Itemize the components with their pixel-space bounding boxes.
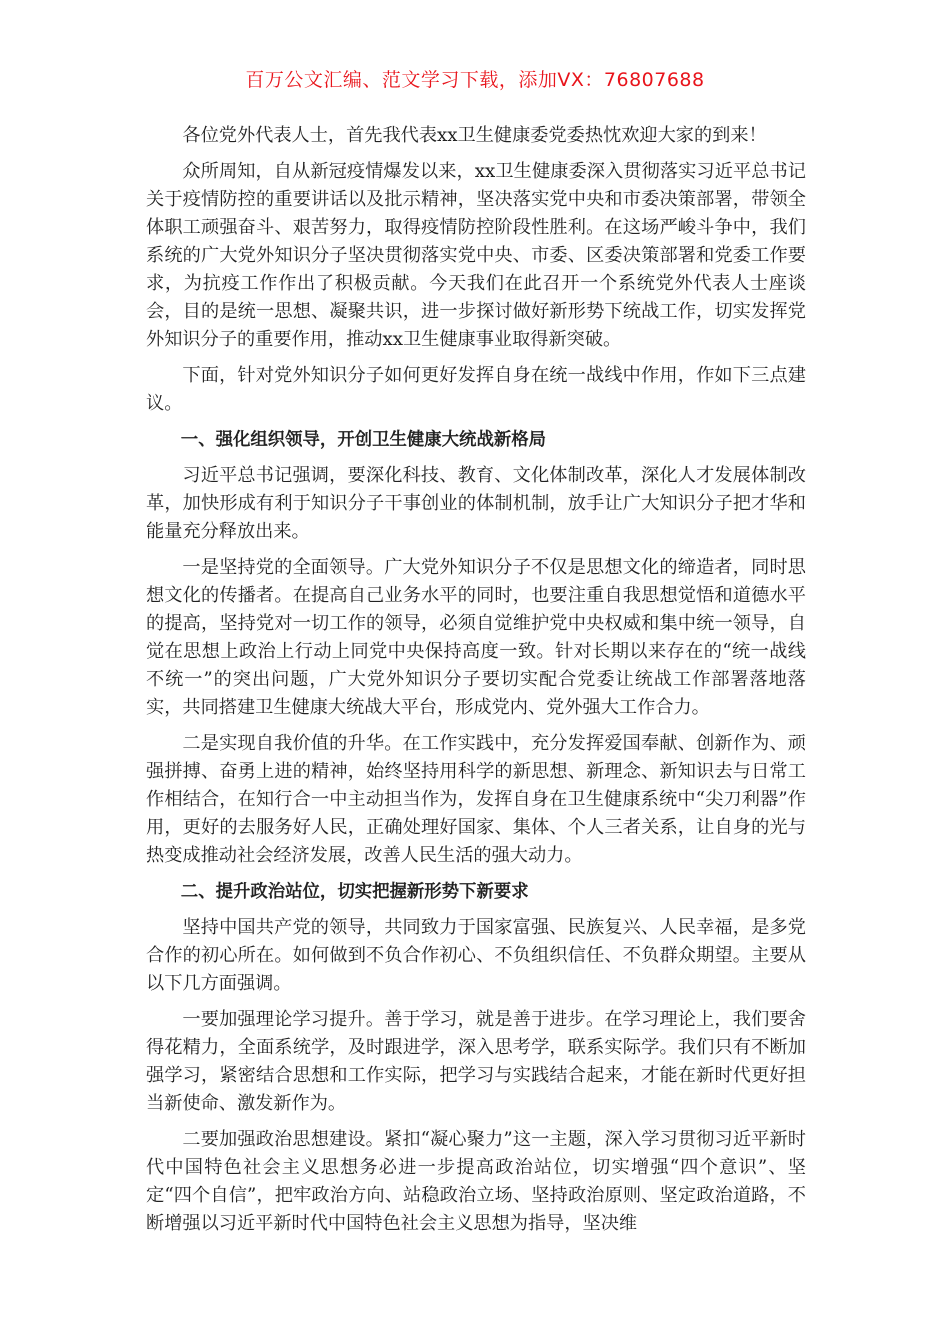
body-paragraph: 各位党外代表人士，首先我代表xx卫生健康委党委热忱欢迎大家的到来！ bbox=[182, 125, 767, 146]
document-body bbox=[146, 122, 806, 1246]
body-paragraph: 二要加强政治思想建设。紧扣“凝心聚力”这一主题，深入学习贯彻习近平新时代中国特色社会主义思想务必进一步提高政治站位，切实增强“四个意识”、坚定“四个自信”，把牢政治方向、站稳政治立场、坚持政治原则、坚定政治道路，不断增强以习近平新时代中国特色社会主义思想为指导，坚决维 bbox=[146, 1129, 806, 1234]
body-paragraph: 二是实现自我价值的升华。在工作实践中，充分发挥爱国奉献、创新作为、顽强拼搏、奋勇上进的精神，始终坚持用科学的新思想、新理念、新知识去与日常工作相结合，在知行合一中主动担当作为，发挥自身在卫生健康系统中“尖刀利器”作用，更好的去服务好人民，正确处理好国家、集体、个人三者关系，让自身的光与热变成推动社会经济发展，改善人民生活的强大动力。 bbox=[146, 733, 806, 866]
header-banner: 百万公文汇编、范文学习下载，添加VX：76807688 bbox=[245, 69, 705, 91]
section-heading: 二、提升政治站位，切实把握新形势下新要求 bbox=[180, 882, 529, 902]
body-paragraph: 一要加强理论学习提升。善于学习，就是善于进步。在学习理论上，我们要舍得花精力，全面系统学，及时跟进学，深入思考学，联系实际学。我们只有不断加强学习，紧密结合思想和工作实际，把学习与实践结合起来，才能在新时代更好担当新使命、激发新作为。 bbox=[146, 1009, 806, 1114]
body-paragraph: 坚持中国共产党的领导，共同致力于国家富强、民族复兴、人民幸福，是多党合作的初心所在。如何做到不负合作初心、不负组织信任、不负群众期望。主要从以下几方面强调。 bbox=[146, 917, 806, 994]
body-paragraph: 下面，针对党外知识分子如何更好发挥自身在统一战线中作用，作如下三点建议。 bbox=[146, 365, 806, 414]
body-paragraph: 一是坚持党的全面领导。广大党外知识分子不仅是思想文化的缔造者，同时思想文化的传播者。在提高自己业务水平的同时，也要注重自我思想觉悟和道德水平的提高，坚持党对一切工作的领导，必须自觉维护党中央权威和集中统一领导，自觉在思想上政治上行动上同党中央保持高度一致。针对长期以来存在的“统一战线不统一”的突出问题，广大党外知识分子要切实配合党委让统战工作部署落地落实，共同搭建卫生健康大统战大平台，形成党内、党外强大工作合力。 bbox=[146, 557, 806, 718]
section-heading: 一、强化组织领导，开创卫生健康大统战新格局 bbox=[180, 430, 547, 450]
body-paragraph: 习近平总书记强调，要深化科技、教育、文化体制改革，深化人才发展体制改革，加快形成有利于知识分子干事创业的体制机制，放手让广大知识分子把才华和能量充分释放出来。 bbox=[146, 465, 806, 542]
body-paragraph: 众所周知，自从新冠疫情爆发以来，xx卫生健康委深入贯彻落实习近平总书记关于疫情防控的重要讲话以及批示精神，坚决落实党中央和市委决策部署，带领全体职工顽强奋斗、艰苦努力，取得疫情防控阶段性胜利。在这场严峻斗争中，我们系统的广大党外知识分子坚决贯彻落实党中央、市委、区委决策部署和党委工作要求，为抗疫工作作出了积极贡献。今天我们在此召开一个系统党外代表人士座谈会，目的是统一思想、凝聚共识，进一步探讨做好新形势下统战工作，切实发挥党外知识分子的重要作用，推动xx卫生健康事业取得新突破。 bbox=[146, 161, 806, 350]
